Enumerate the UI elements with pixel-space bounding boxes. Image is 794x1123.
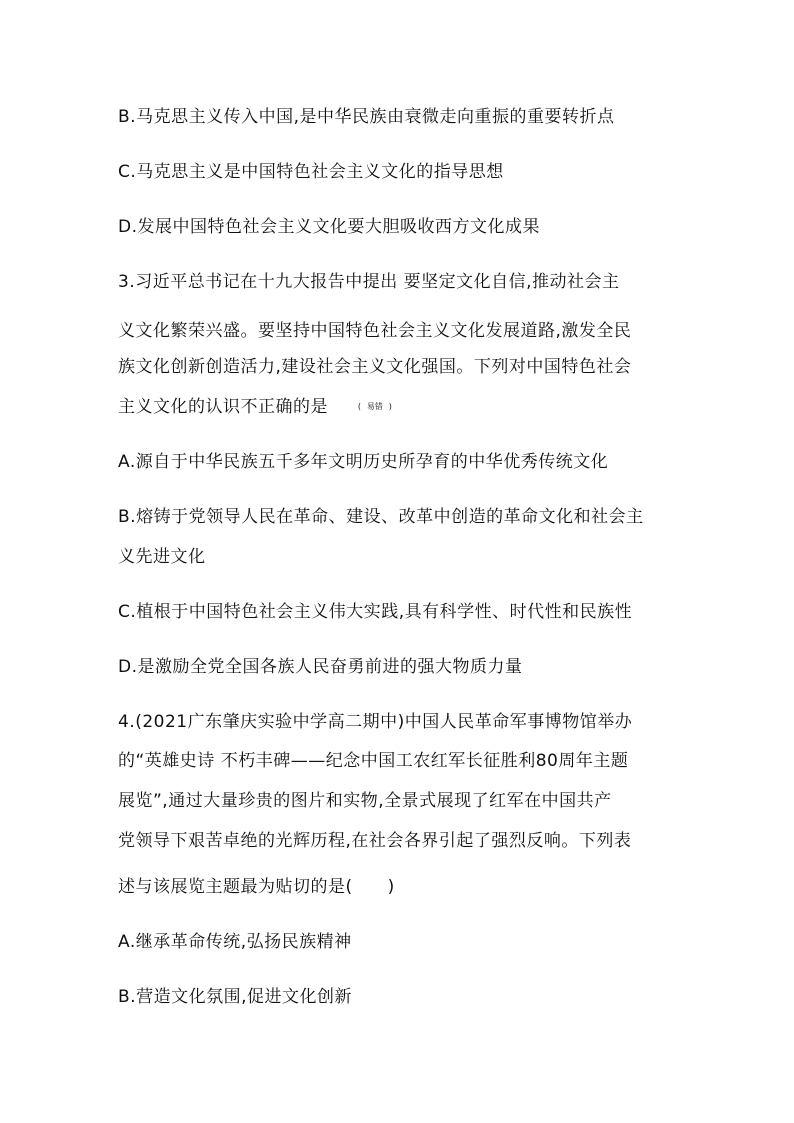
q3-option-c: C.植根于中国特色社会主义伟大实践,具有科学性、时代性和民族性 — [118, 602, 633, 622]
q4-stem-line-2: 的“英雄史诗 不朽丰碑——纪念中国工农红军长征胜利80周年主题 — [118, 751, 629, 771]
q2-option-d: D.发展中国特色社会主义文化要大胆吸收西方文化成果 — [118, 217, 540, 237]
q2-option-c: C.马克思主义是中国特色社会主义文化的指导思想 — [118, 162, 504, 182]
q3-stem-line-1: 3.习近平总书记在十九大报告中提出 要坚定文化自信,推动社会主 — [118, 272, 620, 292]
q3-option-a: A.源自于中华民族五千多年文明历史所孕育的中华优秀传统文化 — [118, 452, 609, 472]
q3-stem-line-2: 义文化繁荣兴盛。要坚持中国特色社会主义文化发展道路,激发全民 — [118, 321, 632, 341]
q4-option-b: B.营造文化氛围,促进文化创新 — [118, 987, 352, 1007]
q3-option-b-line-2: 义先进文化 — [118, 547, 206, 567]
q4-option-a: A.继承革命传统,弘扬民族精神 — [118, 932, 352, 952]
q3-tag-close: ) — [388, 402, 392, 411]
q3-option-b-line-1: B.熔铸于党领导人民在革命、建设、改革中创造的革命文化和社会主 — [118, 507, 644, 527]
q2-option-b: B.马克思主义传入中国,是中华民族由衰微走向重振的重要转折点 — [118, 107, 615, 127]
q3-stem-line-3: 族文化创新创造活力,建设社会主义文化强国。下列对中国特色社会 — [118, 357, 632, 377]
q4-stem-line-1: 4.(2021广东肇庆实验中学高二期中)中国人民革命军事博物馆举办 — [118, 712, 633, 732]
q3-difficulty-tag: 易错 — [366, 402, 383, 411]
q3-option-d: D.是激励全党全国各族人民奋勇前进的强大物质力量 — [118, 657, 523, 677]
q3-stem-text: 主义文化的认识不正确的是 — [118, 397, 328, 417]
q4-stem-line-4: 党领导下艰苦卓绝的光辉历程,在社会各界引起了强烈反响。下列表 — [118, 831, 632, 851]
q4-stem-line-5: 述与该展览主题最为贴切的是( ) — [118, 877, 395, 897]
q3-stem-line-4 — [118, 396, 392, 418]
q3-tag-open: ( — [357, 402, 361, 411]
q4-stem-line-3: 展览”,通过大量珍贵的图片和实物,全景式展现了红军在中国共产 — [118, 791, 612, 811]
